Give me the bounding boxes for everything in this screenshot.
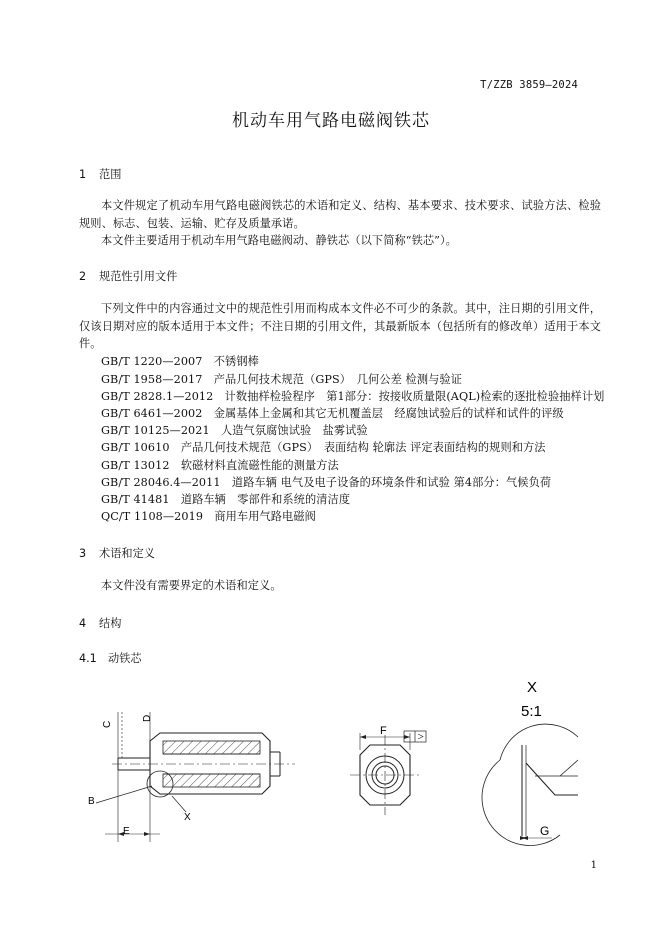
- label-b: B: [88, 796, 95, 807]
- section-title: 规范性引用文件: [99, 270, 178, 283]
- section-3-heading: [79, 545, 155, 561]
- reference-item: QC/T 1108—2019 商用车用气路电磁阀: [101, 510, 316, 523]
- subsection-title: 动铁芯: [108, 652, 142, 665]
- label-c: C: [102, 720, 113, 728]
- section-title: 术语和定义: [99, 547, 155, 560]
- page-number: 1: [590, 860, 597, 871]
- section-1-paragraph-2: 本文件主要适用于机动车用气路电磁阀动、静铁芯（以下简称“铁芯”）。: [101, 234, 457, 247]
- detail-scale: 5:1: [521, 703, 542, 720]
- label-x: X: [184, 812, 191, 823]
- label-e: E: [123, 826, 130, 837]
- reference-item: GB/T 13012 软磁材料直流磁性能的测量方法: [101, 459, 339, 472]
- document-title: 机动车用气路电磁阀铁芯: [232, 111, 430, 131]
- reference-item: GB/T 28046.4—2011 道路车辆 电气及电子设备的环境条件和试验 第4部分：气候负荷: [101, 476, 552, 489]
- section-2-heading: [79, 268, 177, 284]
- label-g: G: [540, 824, 550, 838]
- reference-item: GB/T 10125—2021 人造气氛腐蚀试验 盐雾试验: [101, 424, 368, 437]
- side-view: [96, 712, 295, 842]
- section-number: 4: [79, 617, 87, 630]
- section-3-paragraph-1: 本文件没有需要界定的术语和定义。: [101, 579, 282, 592]
- section-title: 结构: [99, 617, 122, 630]
- section-title: 范围: [99, 168, 122, 181]
- reference-item: GB/T 6461—2002 金属基体上金属和其它无机覆盖层 经腐蚀试验后的试样和试件的评级: [101, 407, 564, 420]
- section-1-paragraph-1: 本文件规定了机动车用气路电磁阀铁芯的术语和定义、结构、基本要求、技术要求、试验方法、检验规则、标志、包装、运输、贮存及质量承诺。: [79, 199, 601, 230]
- label-d: D: [142, 714, 153, 722]
- document-number: T/ZZB 3859—2024: [480, 79, 578, 91]
- reference-item: GB/T 10610 产品几何技术规范（GPS） 表面结构 轮廓法 评定表面结构的规则和方法: [101, 441, 546, 454]
- reference-item: GB/T 2828.1—2012 计数抽样检验程序 第1部分：按接收质量限(AQL)检索的逐批检验抽样计划: [101, 390, 605, 403]
- subsection-number: 4.1: [79, 652, 97, 665]
- section-number: 2: [79, 270, 87, 283]
- section-2-paragraph-1: 下列文件中的内容通过文中的规范性引用而构成本文件必不可少的条款。其中，注日期的引用文件，仅该日期对应的版本适用于本文件；不注日期的引用文件，其最新版本（包括所有的修改单）适用于本文件。: [79, 302, 601, 350]
- reference-item: GB/T 1958—2017 产品几何技术规范（GPS） 几何公差 检测与验证: [101, 373, 462, 386]
- detail-x-view: [482, 724, 578, 845]
- section-1-heading: [79, 166, 121, 182]
- detail-label: X: [527, 679, 538, 696]
- reference-item: GB/T 41481 道路车辆 零部件和系统的清洁度: [101, 493, 351, 506]
- moving-core-drawing: [0, 660, 662, 860]
- section-number: 1: [79, 168, 87, 181]
- label-f: F: [380, 725, 387, 737]
- end-view: [350, 731, 426, 815]
- section-number: 3: [79, 547, 87, 560]
- section-4-heading: [79, 615, 121, 631]
- reference-item: GB/T 1220—2007 不锈钢棒: [101, 355, 259, 368]
